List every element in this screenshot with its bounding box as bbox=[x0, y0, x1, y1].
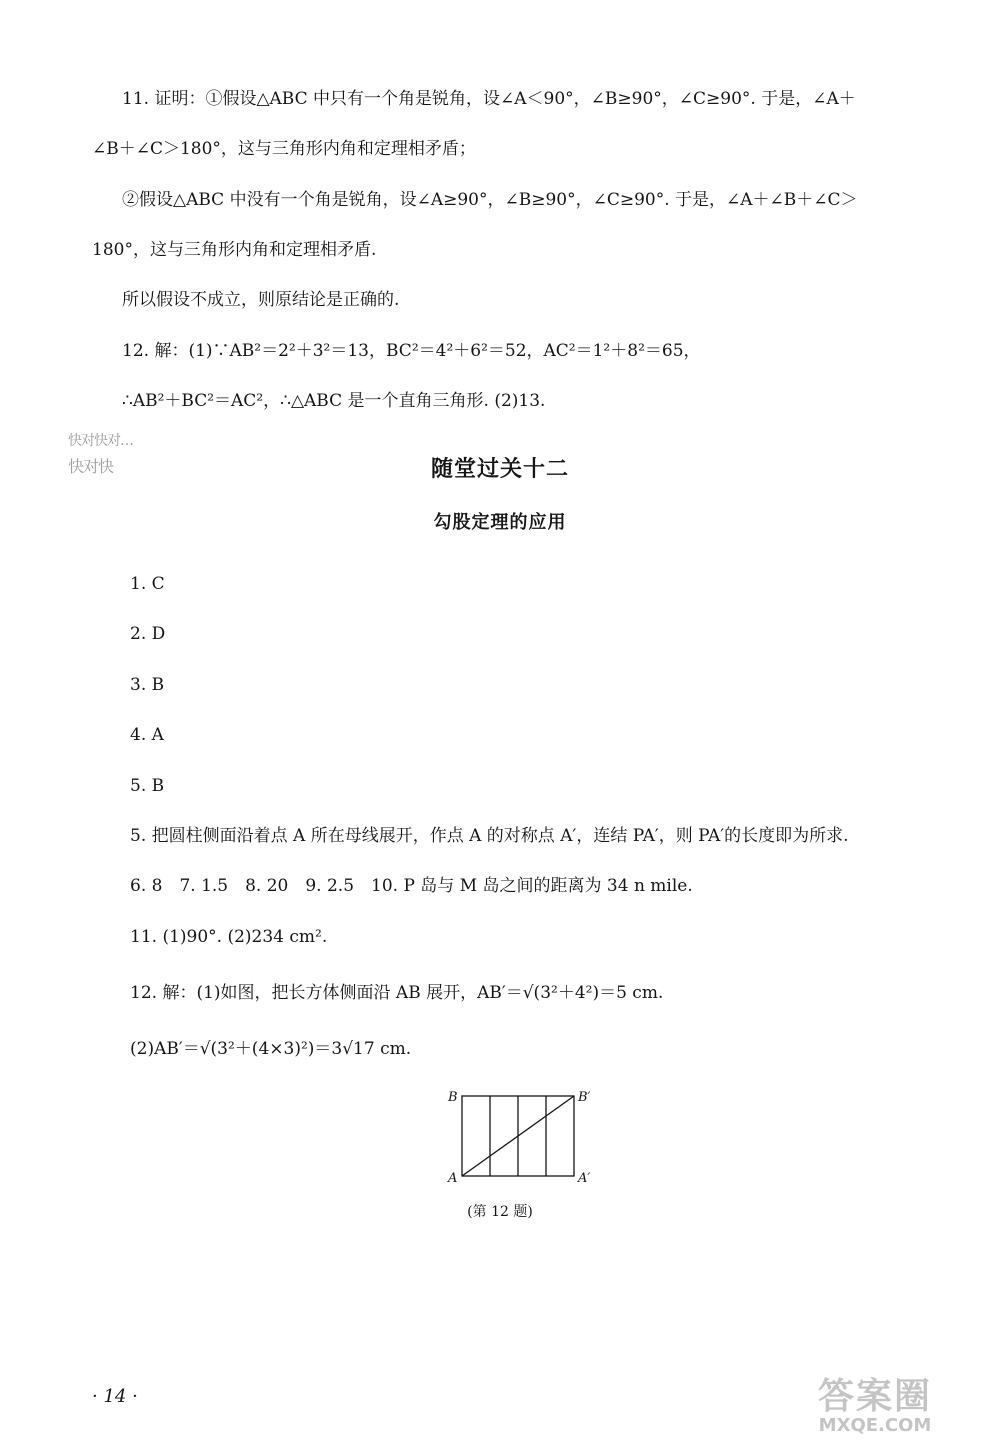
answer-1: 1. C bbox=[130, 574, 165, 594]
answer-2: 2. D bbox=[130, 624, 166, 644]
figure-caption: (第 12 题) bbox=[467, 1204, 533, 1220]
watermark bbox=[818, 1368, 932, 1436]
label-b: B bbox=[448, 1090, 458, 1105]
solution-12-line-1: 12. 解：(1)∵AB²＝2²＋3²＝13，BC²＝4²＋6²＝52，AC²＝1²＋8²＝65， bbox=[122, 341, 701, 361]
faded-stamp-bottom: 快对快 bbox=[68, 457, 114, 476]
solution-11-line-3: ②假设△ABC 中没有一个角是锐角，设∠A≥90°，∠B≥90°，∠C≥90°. 于是，∠A＋∠B＋∠C＞ bbox=[122, 190, 858, 210]
label-b-prime: B′ bbox=[578, 1090, 591, 1105]
label-a: A bbox=[448, 1171, 458, 1186]
label-a-prime: A′ bbox=[578, 1171, 591, 1186]
solution-11-line-2: ∠B＋∠C＞180°，这与三角形内角和定理相矛盾； bbox=[92, 139, 476, 159]
section-title: 随堂过关十二 bbox=[430, 456, 569, 482]
solution-11-line-1: 11. 证明：①假设△ABC 中只有一个角是锐角，设∠A＜90°，∠B≥90°，∠C≥90°. 于是，∠A＋ bbox=[122, 89, 856, 109]
unfolded-cuboid-figure bbox=[440, 1086, 600, 1191]
answer-11: 11. (1)90°. (2)234 cm². bbox=[130, 927, 328, 947]
answer-5-explanation: 5. 把圆柱侧面沿着点 A 所在母线展开，作点 A 的对称点 A′，连结 PA′，则 PA′的长度即为所求. bbox=[130, 826, 849, 846]
solution-12-line-2: ∴AB²＋BC²＝AC²，∴△ABC 是一个直角三角形. (2)13. bbox=[122, 391, 546, 411]
answer-12-part-2: (2)AB′＝√(3²＋(4×3)²)＝3√17 cm. bbox=[130, 1039, 412, 1059]
solution-11-line-4: 180°，这与三角形内角和定理相矛盾. bbox=[92, 240, 377, 260]
answer-5: 5. B bbox=[130, 776, 165, 796]
answer-3: 3. B bbox=[130, 675, 165, 695]
section-subtitle: 勾股定理的应用 bbox=[433, 512, 567, 533]
answers-6-to-10: 6. 8 7. 1.5 8. 20 9. 2.5 10. P 岛与 M 岛之间的距离为 34 n mile. bbox=[130, 876, 693, 896]
answer-4: 4. A bbox=[130, 725, 164, 745]
faded-stamp-top: 快对快对… bbox=[68, 433, 133, 449]
page-number: · 14 · bbox=[92, 1386, 138, 1407]
watermark-sub: MXQE.COM bbox=[818, 1415, 932, 1436]
answer-12-part-1: 12. 解：(1)如图，把长方体侧面沿 AB 展开，AB′＝√(3²＋4²)＝5 cm. bbox=[130, 983, 664, 1003]
solution-11-conclusion: 所以假设不成立，则原结论是正确的. bbox=[122, 290, 400, 310]
watermark-main: 答案圈 bbox=[818, 1375, 933, 1417]
